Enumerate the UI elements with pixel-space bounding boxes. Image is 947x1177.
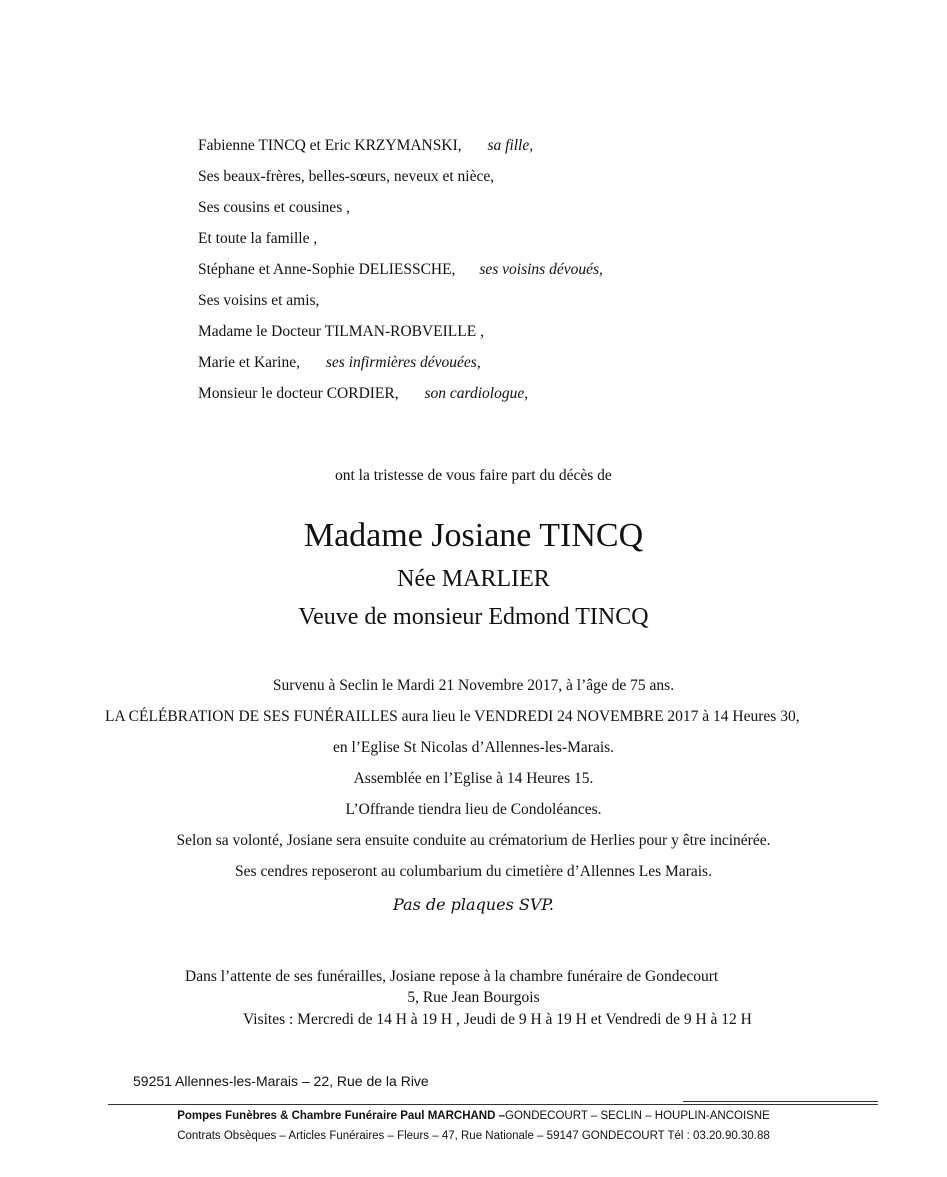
family-line: Monsieur le docteur CORDIER, son cardiologue, <box>198 385 529 402</box>
detail-line: Assemblée en l’Eglise à 14 Heures 15. <box>353 770 594 787</box>
no-plaques-note: Pas de plaques SVP. <box>392 895 554 914</box>
family-address: 59251 Allennes-les-Marais – 22, Rue de la Rive <box>133 1073 429 1089</box>
short-rule <box>683 1101 878 1102</box>
family-line: Ses voisins et amis, <box>198 292 320 309</box>
family-line: Stéphane et Anne-Sophie DELIESSCHE, ses voisins dévoués, <box>198 261 603 278</box>
family-line: Madame le Docteur TILMAN-ROBVEILLE , <box>198 323 484 340</box>
visiting-hours: Visites : Mercredi de 14 H à 19 H , Jeudi de 9 H à 19 H et Vendredi de 9 H à 12 H <box>243 1011 752 1028</box>
detail-line: Ses cendres reposeront au columbarium du cimetière d’Allennes Les Marais. <box>235 863 712 880</box>
detail-line: Selon sa volonté, Josiane sera ensuite conduite au crématorium de Herlies pour y être incinérée. <box>176 832 771 849</box>
rest-address: 5, Rue Jean Bourgois <box>407 989 540 1006</box>
family-line: Et toute la famille , <box>198 230 318 247</box>
family-line: Ses beaux-frères, belles-sœurs, neveux et nièce, <box>198 168 495 185</box>
family-line: Fabienne TINCQ et Eric KRZYMANSKI, sa fille, <box>198 137 534 154</box>
family-line: Ses cousins et cousines , <box>198 199 350 216</box>
widow-line: Veuve de monsieur Edmond TINCQ <box>298 604 649 630</box>
deceased-name: Madame Josiane TINCQ <box>303 517 644 554</box>
funeral-home-line: Pompes Funèbres & Chambre Funéraire Paul MARCHAND –GONDECOURT – SECLIN – HOUPLIN-ANCOISNE <box>177 1110 770 1122</box>
detail-line: L’Offrande tiendra lieu de Condoléances. <box>345 801 602 818</box>
detail-line: LA CÉLÉBRATION DE SES FUNÉRAILLES aura lieu le VENDREDI 24 NOVEMBRE 2017 à 14 Heures 30, <box>105 708 800 725</box>
divider <box>108 1104 878 1105</box>
detail-line: en l’Eglise St Nicolas d’Allennes-les-Marais. <box>332 739 615 756</box>
announcement-text: ont la tristesse de vous faire part du décès de <box>335 467 612 484</box>
family-line: Marie et Karine, ses infirmières dévouées, <box>198 354 481 371</box>
maiden-name: Née MARLIER <box>397 566 550 592</box>
rest-location: Dans l’attente de ses funérailles, Josiane repose à la chambre funéraire de Gondecourt <box>185 968 719 985</box>
contracts-line: Contrats Obsèques – Articles Funéraires – Fleurs – 47, Rue Nationale – 59147 GONDECOURT Tél : 03.20.90.30.88 <box>177 1130 770 1142</box>
detail-line: Survenu à Seclin le Mardi 21 Novembre 2017, à l’âge de 75 ans. <box>272 677 675 694</box>
